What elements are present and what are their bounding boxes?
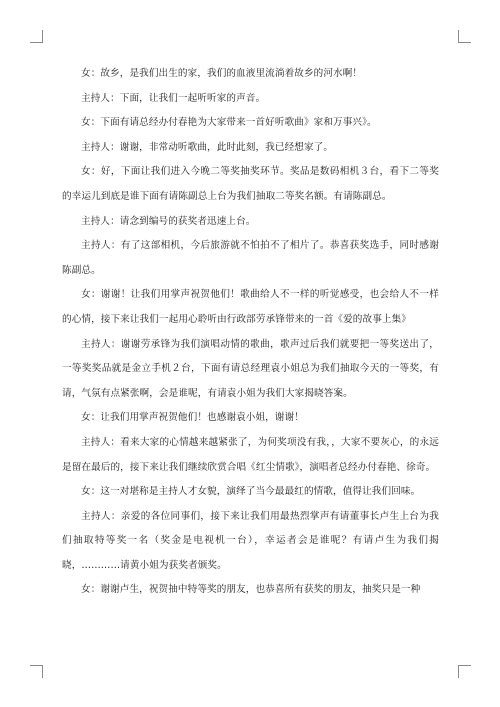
crop-mark-bottom-right	[458, 665, 471, 678]
paragraph: 主持人：看来大家的心情越来越紧张了，为何奖项没有我，，大家不要灰心，的永远是留在最后的，接下来让我们继续欣赏合唱《红尘情歌》，演唱者总经办付春艳、徐奇。	[62, 436, 439, 473]
paragraph: 主持人：下面，让我们一起听听家的声音。	[81, 92, 266, 104]
paragraph: 女：谢谢！让我们用掌声祝贺他们！歌曲给人不一样的听觉感受，也会给人不一样的心情，接下来让我们一起用心聆听由行政部劳承锋带来的一首《爱的故事上集》	[62, 289, 439, 325]
paragraph: 女：这一对堪称是主持人才女貌，演绎了当今最最红的情歌，值得让我们回味。	[81, 486, 421, 498]
paragraph: 主持人：请念到编号的获奖者迅速上台。	[81, 215, 256, 227]
paragraph: 女：让我们用掌声祝贺他们！也感谢袁小姐，谢谢！	[81, 412, 304, 424]
paragraph: 女：谢谢卢生，祝贺抽中特等奖的朋友，也恭喜所有获奖的朋友，抽奖只是一种	[81, 584, 421, 596]
paragraph: 主持人：亲爱的各位同事们，接下来让我们用最热烈掌声有请董事长卢生上台为我们抽取特等奖一名（奖金是电视机一台），幸运者会是谁呢？有请卢生为我们揭晓，…………请黄小姐为获奖者颁奖。	[62, 510, 439, 571]
document-body	[62, 62, 439, 603]
paragraph: 女：故乡，是我们出生的家，我们的血液里流淌着故乡的河水啊！	[81, 68, 363, 79]
paragraph: 女：下面有请总经办付春艳为大家带来一首好听歌曲》家和万事兴》。	[81, 117, 377, 129]
crop-mark-top-right	[458, 30, 471, 43]
paragraph: 主持人：谢谢，非常动听歌曲，此时此刻，我已经想家了。	[81, 141, 334, 153]
paragraph: 主持人：有了这部相机，今后旅游就不怕拍不了相片了。恭喜获奖选手，同时感谢陈副总。	[62, 240, 439, 276]
crop-mark-bottom-left	[30, 665, 43, 678]
crop-mark-top-left	[30, 30, 43, 43]
paragraph: 女：好，下面让我们进入今晚二等奖抽奖环节。奖品是数码相机３台，看下二等奖的幸运儿到底是谁下面有请陈副总上台为我们抽取二等奖名额。有请陈副总。	[62, 166, 439, 202]
paragraph: 主持人：谢谢劳承锋为我们演唱动情的歌曲，歌声过后我们就要把一等奖送出了，一等奖奖品就是金立手机２台，下面有请总经理袁小姐总为我们抽取今天的一等奖，有请，气氛有点紧张啊，会是谁呢，有请袁小姐为我们大家揭晓答案。	[62, 338, 439, 399]
